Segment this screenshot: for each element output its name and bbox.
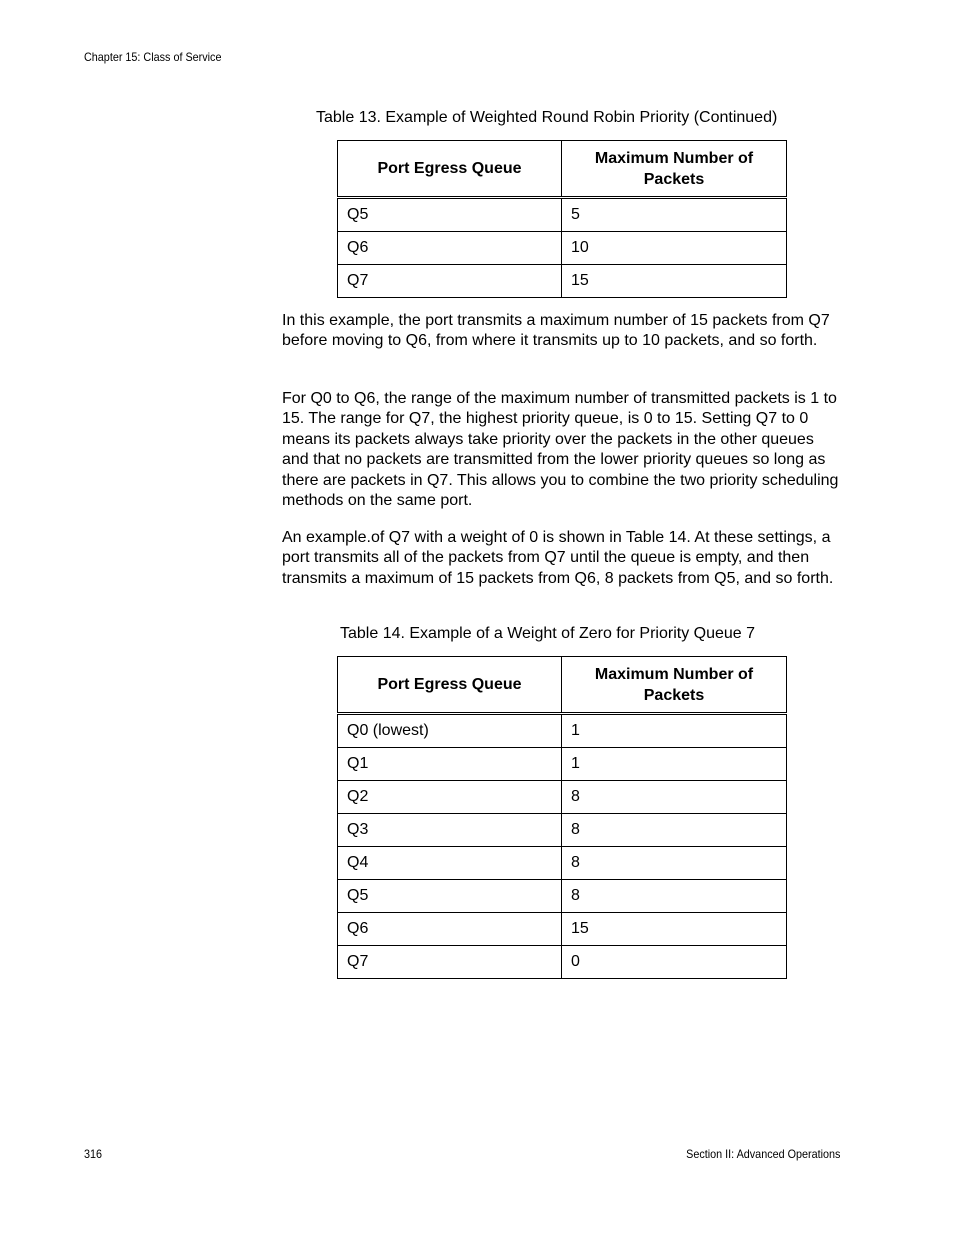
packets-cell: 15 — [562, 913, 787, 946]
packets-cell: 1 — [562, 748, 787, 781]
packets-cell: 8 — [562, 781, 787, 814]
column-header: Port Egress Queue — [338, 657, 562, 714]
table-row — [338, 913, 787, 946]
table-13 — [337, 140, 787, 298]
queue-cell: Q6 — [338, 913, 562, 946]
table-row — [338, 880, 787, 913]
chapter-header: Chapter 15: Class of Service — [84, 50, 222, 64]
table-13-caption: Table 13. Example of Weighted Round Robin Priority (Continued) — [316, 109, 778, 126]
page-number: 316 — [84, 1147, 103, 1161]
packets-cell: 0 — [562, 946, 787, 979]
queue-cell: Q2 — [338, 781, 562, 814]
table-header-row — [338, 141, 787, 198]
table-row — [338, 847, 787, 880]
packets-cell: 10 — [562, 232, 787, 265]
queue-cell: Q6 — [338, 232, 562, 265]
table-row — [338, 814, 787, 847]
table-row — [338, 714, 787, 748]
queue-cell: Q1 — [338, 748, 562, 781]
paragraph-range: For Q0 to Q6, the range of the maximum number of transmitted packets is 1 to 15. The range for Q7, the highest priority queue, is 0 to 15. Setting Q7 to 0 means its packets always take priority over the packets in the other queues and that no packets are transmitted from the lower priority queues so long as there are packets in Q7. This allows you to combine the two priority scheduling methods on the same port. — [282, 390, 839, 510]
paragraph-weight-zero: An example.of Q7 with a weight of 0 is shown in Table 14. At these settings, a port transmits all of the packets from Q7 until the queue is empty, and then transmits a maximum of 15 packets from Q6, 8 packets from Q5, and so forth. — [282, 529, 834, 587]
table-row — [338, 748, 787, 781]
queue-cell: Q3 — [338, 814, 562, 847]
table-14 — [337, 656, 787, 979]
column-header: Maximum Number of Packets — [562, 657, 787, 714]
packets-cell: 5 — [562, 198, 787, 232]
column-header: Port Egress Queue — [338, 141, 562, 198]
table-14-caption: Table 14. Example of a Weight of Zero for Priority Queue 7 — [340, 625, 756, 642]
packets-cell: 1 — [562, 714, 787, 748]
table-row — [338, 781, 787, 814]
packets-cell: 8 — [562, 880, 787, 913]
packets-cell: 15 — [562, 265, 787, 298]
table-row — [338, 265, 787, 298]
table-row — [338, 198, 787, 232]
section-footer: Section II: Advanced Operations — [685, 1147, 840, 1161]
queue-cell: Q4 — [338, 847, 562, 880]
queue-cell: Q7 — [338, 265, 562, 298]
table-header-row — [338, 657, 787, 714]
packets-cell: 8 — [562, 814, 787, 847]
table-row — [338, 232, 787, 265]
packets-cell: 8 — [562, 847, 787, 880]
table-row — [338, 946, 787, 979]
paragraph-example: In this example, the port transmits a maximum number of 15 packets from Q7 before moving to Q6, from where it transmits up to 10 packets, and so forth. — [282, 312, 830, 350]
queue-cell: Q7 — [338, 946, 562, 979]
column-header: Maximum Number of Packets — [562, 141, 787, 198]
queue-cell: Q0 (lowest) — [338, 714, 562, 748]
queue-cell: Q5 — [338, 880, 562, 913]
queue-cell: Q5 — [338, 198, 562, 232]
